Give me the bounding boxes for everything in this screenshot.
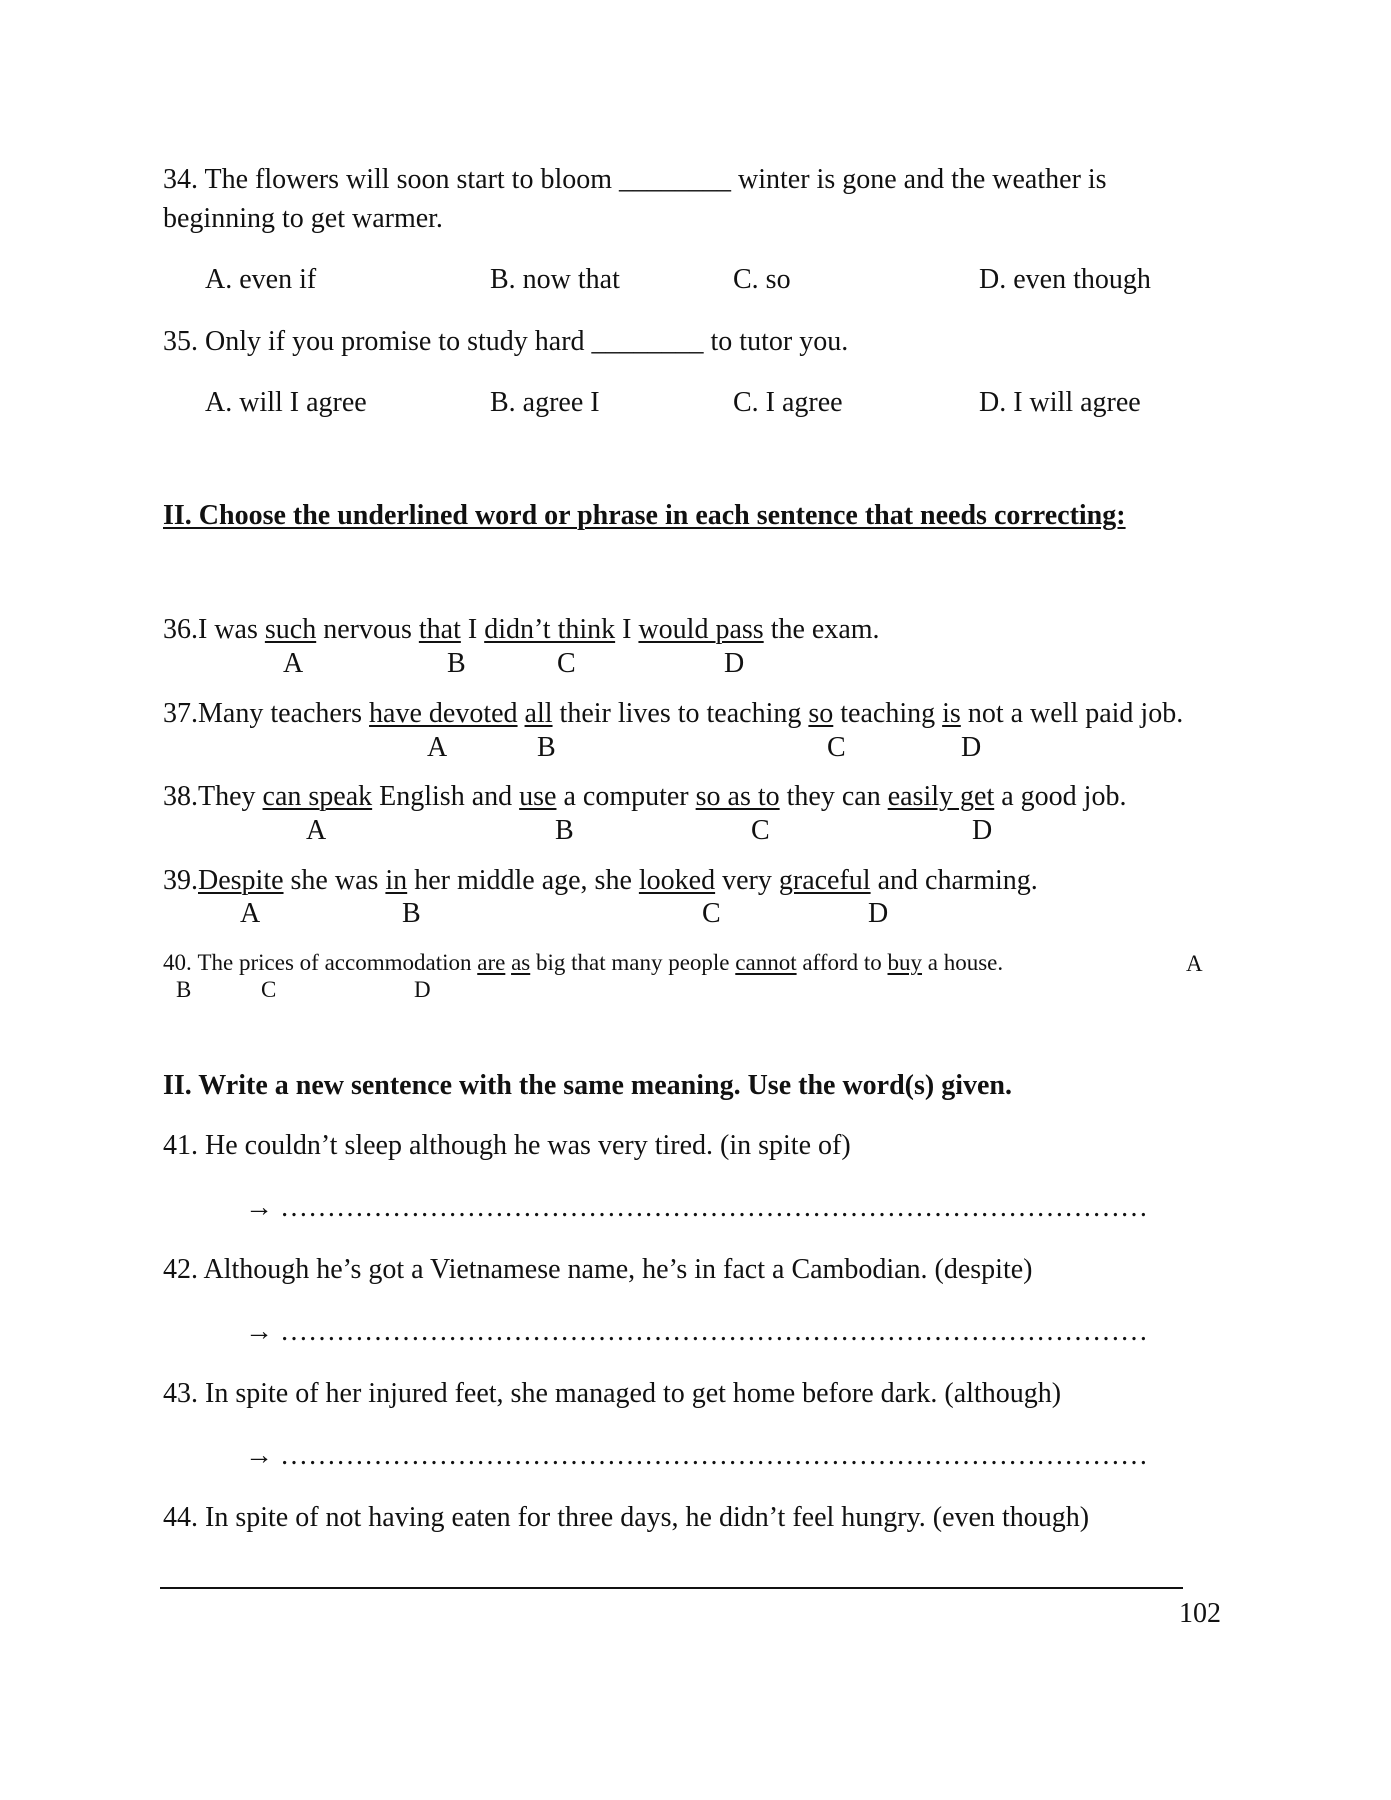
underlined-option-d: is [942, 698, 961, 729]
option-c: C. so [733, 264, 791, 295]
underlined-option-d: graceful [778, 865, 871, 896]
underlined-option-b: all [524, 698, 553, 729]
option-label-d: D [868, 898, 889, 929]
underlined-option-b: that [418, 614, 461, 645]
arrow-icon: → [245, 1440, 273, 1471]
question-text: Although he’s got a Vietnamese name, he’s in fact a Cambodian. (despite) [203, 1254, 1033, 1285]
footer-rule [160, 1587, 1183, 1589]
question-number: 36. [163, 614, 198, 645]
underlined-option-a: Despite [198, 865, 284, 896]
question-text: The flowers will soon start to bloom [204, 164, 613, 195]
question-number: 34. [163, 164, 198, 195]
answer-blank: ________ [591, 326, 704, 357]
option-label-d: D [724, 648, 745, 679]
answer-dots: ………………………………………………………………………………… [280, 1440, 1148, 1471]
answer-line [245, 1315, 1148, 1349]
question-text: winter is gone and the weather is [738, 164, 1107, 195]
question-39: 39.Despite she was in her middle age, she looked very graceful and charming. [163, 865, 1038, 896]
answer-blank: ________ [619, 164, 732, 195]
answer-dots: ………………………………………………………………………………… [280, 1316, 1148, 1347]
option-label-d: D [972, 815, 993, 846]
option-a: A. will I agree [205, 387, 367, 418]
question-35 [163, 325, 848, 359]
question-number: 37. [163, 698, 198, 729]
option-label-d: D [961, 732, 982, 763]
question-34 [163, 163, 1107, 197]
option-label-c: C [702, 898, 721, 929]
underlined-option-c: cannot [735, 950, 797, 975]
underlined-option-a: can speak [262, 781, 373, 812]
question-43 [163, 1377, 1061, 1411]
option-label-b: B [447, 648, 466, 679]
underlined-option-d: would pass [638, 614, 764, 645]
option-label-a: A [427, 732, 448, 763]
question-text: to tutor you. [710, 326, 849, 357]
option-label-a: A [306, 815, 327, 846]
section-heading-rewrite: II. Write a new sentence with the same meaning. Use the word(s) given. [163, 1070, 1012, 1101]
underlined-option-c: didn’t think [484, 614, 616, 645]
question-42 [163, 1253, 1033, 1287]
underlined-option-d: buy [887, 950, 923, 975]
option-label-c: C [261, 977, 277, 1002]
option-label-c: C [751, 815, 770, 846]
underlined-option-a: such [264, 614, 317, 645]
question-37: 37.Many teachers have devoted all their lives to teaching so teaching is not a well paid job. [163, 698, 1184, 729]
answer-line [245, 1191, 1148, 1225]
arrow-icon: → [245, 1316, 273, 1347]
underlined-option-d: easily get [887, 781, 995, 812]
option-label-b: B [537, 732, 556, 763]
underlined-option-b: in [385, 865, 408, 896]
question-number: 41. [163, 1130, 198, 1161]
question-text: In spite of not having eaten for three days, he didn’t feel hungry. (even though) [205, 1502, 1090, 1533]
option-c: C. I agree [733, 387, 843, 418]
option-label-b: B [555, 815, 574, 846]
underlined-option-a: are [477, 950, 506, 975]
page-number: 102 [1179, 1598, 1221, 1629]
underlined-option-c: so [808, 698, 834, 729]
arrow-icon: → [245, 1192, 273, 1223]
option-label-c: C [827, 732, 846, 763]
underlined-option-c: so as to [695, 781, 780, 812]
option-label-a: A [240, 898, 261, 929]
question-text: Only if you promise to study hard [205, 326, 585, 357]
option-d: D. even though [979, 264, 1151, 295]
question-text: He couldn’t sleep although he was very tired. (in spite of) [205, 1130, 851, 1161]
underlined-option-b: as [511, 950, 531, 975]
question-34-line2: beginning to get warmer. [163, 203, 443, 234]
question-number: 40. [163, 950, 192, 975]
option-label-d: D [414, 977, 431, 1002]
answer-dots: ………………………………………………………………………………… [280, 1192, 1148, 1223]
question-number: 43. [163, 1378, 198, 1409]
option-label-a: A [1186, 951, 1203, 976]
question-number: 42. [163, 1254, 198, 1285]
question-38: 38.They can speak English and use a computer so as to they can easily get a good job. [163, 781, 1127, 812]
underlined-option-b: use [519, 781, 557, 812]
question-40: 40. The prices of accommodation are as big that many people cannot afford to buy a house. [163, 950, 1004, 975]
underlined-option-c: looked [638, 865, 716, 896]
question-number: 39. [163, 865, 198, 896]
question-number: 35. [163, 326, 198, 357]
section-heading-error-identification: II. Choose the underlined word or phrase in each sentence that needs correcting: [163, 500, 1126, 531]
question-number: 38. [163, 781, 198, 812]
answer-line [245, 1439, 1148, 1473]
question-number: 44. [163, 1502, 198, 1533]
question-36: 36.I was such nervous that I didn’t think I would pass the exam. [163, 614, 880, 645]
underlined-option-a: have devoted [369, 698, 518, 729]
question-44 [163, 1501, 1089, 1535]
question-text: In spite of her injured feet, she managed to get home before dark. (although) [205, 1378, 1062, 1409]
option-label-a: A [283, 648, 304, 679]
option-label-b: B [402, 898, 421, 929]
option-b: B. now that [490, 264, 620, 295]
question-41 [163, 1129, 851, 1163]
option-d: D. I will agree [979, 387, 1141, 418]
option-a: A. even if [205, 264, 317, 295]
option-label-b: B [176, 977, 192, 1002]
option-b: B. agree I [490, 387, 600, 418]
option-label-c: C [557, 648, 576, 679]
